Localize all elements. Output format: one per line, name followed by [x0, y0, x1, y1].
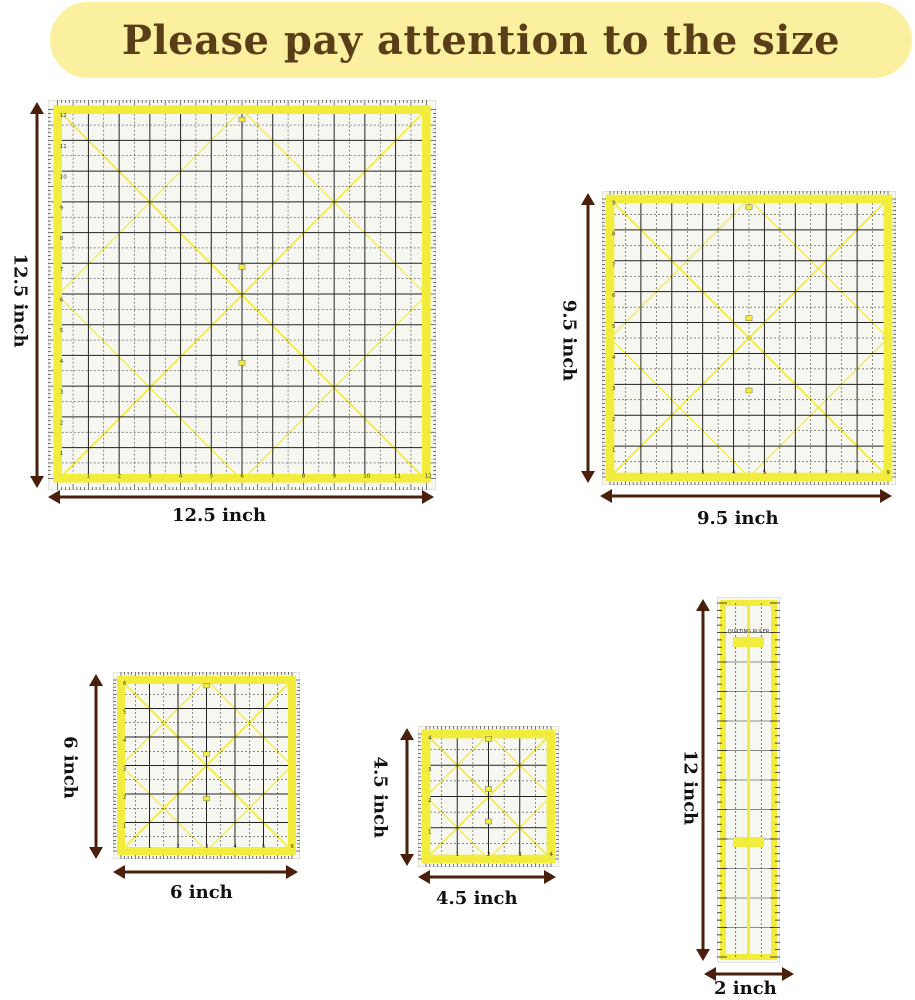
svg-text:11: 11 [393, 473, 401, 480]
svg-text:2: 2 [612, 416, 616, 423]
width-label-12-5: 12.5 inch [172, 505, 267, 526]
svg-text:3: 3 [428, 766, 432, 773]
svg-text:3: 3 [123, 766, 127, 773]
svg-text:4: 4 [123, 738, 127, 745]
svg-text:4: 4 [731, 470, 736, 476]
svg-text:4: 4 [59, 358, 64, 365]
svg-text:12: 12 [424, 473, 432, 480]
svg-text:8: 8 [59, 236, 64, 243]
svg-text:8: 8 [855, 470, 859, 476]
svg-text:6: 6 [123, 681, 127, 688]
svg-text:5: 5 [762, 470, 767, 476]
height-arrow-9-5 [581, 193, 595, 483]
svg-text:6: 6 [612, 293, 616, 300]
svg-text:1: 1 [59, 451, 64, 458]
width-label-2: 2 inch [714, 978, 777, 999]
height-label-12: 12 inch [679, 749, 701, 826]
svg-text:4: 4 [233, 844, 237, 850]
svg-text:2: 2 [670, 470, 674, 476]
svg-text:10: 10 [59, 174, 67, 181]
svg-text:1: 1 [123, 823, 127, 830]
svg-text:9: 9 [612, 200, 616, 207]
width-label-9-5: 9.5 inch [697, 508, 779, 529]
svg-text:5: 5 [123, 709, 127, 716]
svg-text:1: 1 [612, 447, 616, 454]
svg-text:5: 5 [261, 844, 266, 850]
svg-text:2: 2 [176, 844, 180, 850]
svg-text:9: 9 [59, 205, 64, 212]
svg-text:5: 5 [59, 328, 64, 335]
svg-text:10: 10 [363, 473, 371, 480]
svg-text:1: 1 [455, 852, 460, 858]
svg-text:8: 8 [612, 231, 616, 238]
svg-text:5: 5 [209, 473, 214, 480]
ruler-9-5 [602, 191, 896, 485]
svg-text:4: 4 [428, 735, 432, 742]
title-banner [50, 2, 912, 78]
svg-text:7: 7 [612, 262, 616, 269]
svg-text:2: 2 [486, 852, 491, 858]
svg-text:6: 6 [290, 844, 294, 850]
width-label-4-5: 4.5 inch [436, 888, 518, 909]
height-label-4-5: 4.5 inch [369, 756, 391, 839]
banner-title: Please pay attention to the size [121, 16, 841, 64]
svg-text:4: 4 [612, 355, 616, 362]
svg-text:2: 2 [117, 473, 121, 480]
width-arrow-9-5 [600, 489, 892, 503]
svg-text:6: 6 [59, 297, 64, 304]
ruler-strip [717, 597, 780, 963]
svg-text:2: 2 [59, 420, 64, 427]
svg-text:1: 1 [428, 829, 432, 836]
ruler-12-5 [48, 100, 436, 490]
height-label-12-5: 12.5 inch [9, 253, 31, 348]
svg-text:5: 5 [612, 324, 616, 331]
svg-text:2: 2 [123, 795, 127, 802]
height-label-6: 6 inch [59, 736, 81, 799]
height-arrow-12-5 [30, 102, 44, 488]
svg-text:3: 3 [700, 470, 705, 476]
svg-text:7: 7 [271, 473, 275, 480]
svg-text:4: 4 [178, 473, 183, 480]
svg-text:3: 3 [204, 844, 209, 850]
svg-text:7: 7 [59, 266, 64, 273]
svg-text:1: 1 [639, 470, 643, 476]
svg-text:2: 2 [428, 798, 432, 805]
height-arrow-4-5 [400, 728, 414, 866]
svg-text:3: 3 [518, 852, 522, 858]
svg-text:4: 4 [549, 852, 553, 858]
ruler-4-5 [418, 726, 559, 867]
svg-text:7: 7 [824, 470, 829, 476]
svg-text:1: 1 [86, 473, 91, 480]
svg-text:11: 11 [59, 143, 67, 150]
svg-text:6: 6 [240, 473, 244, 480]
svg-text:3: 3 [612, 385, 616, 392]
svg-text:12: 12 [59, 113, 67, 120]
svg-text:9: 9 [886, 470, 890, 476]
svg-text:6: 6 [793, 470, 798, 476]
height-arrow-6 [89, 674, 103, 859]
ruler-6 [113, 672, 300, 859]
width-arrow-6 [113, 865, 298, 879]
strip-brand-text: QUILTING RULER [727, 629, 770, 635]
width-arrow-4-5 [418, 870, 556, 884]
svg-text:9: 9 [332, 473, 337, 480]
height-label-9-5: 9.5 inch [558, 299, 580, 382]
width-arrow-12-5 [48, 490, 434, 504]
svg-text:3: 3 [59, 389, 64, 396]
svg-text:3: 3 [148, 473, 152, 480]
svg-text:1: 1 [147, 844, 152, 850]
width-label-6: 6 inch [170, 882, 233, 903]
svg-text:8: 8 [301, 473, 306, 480]
